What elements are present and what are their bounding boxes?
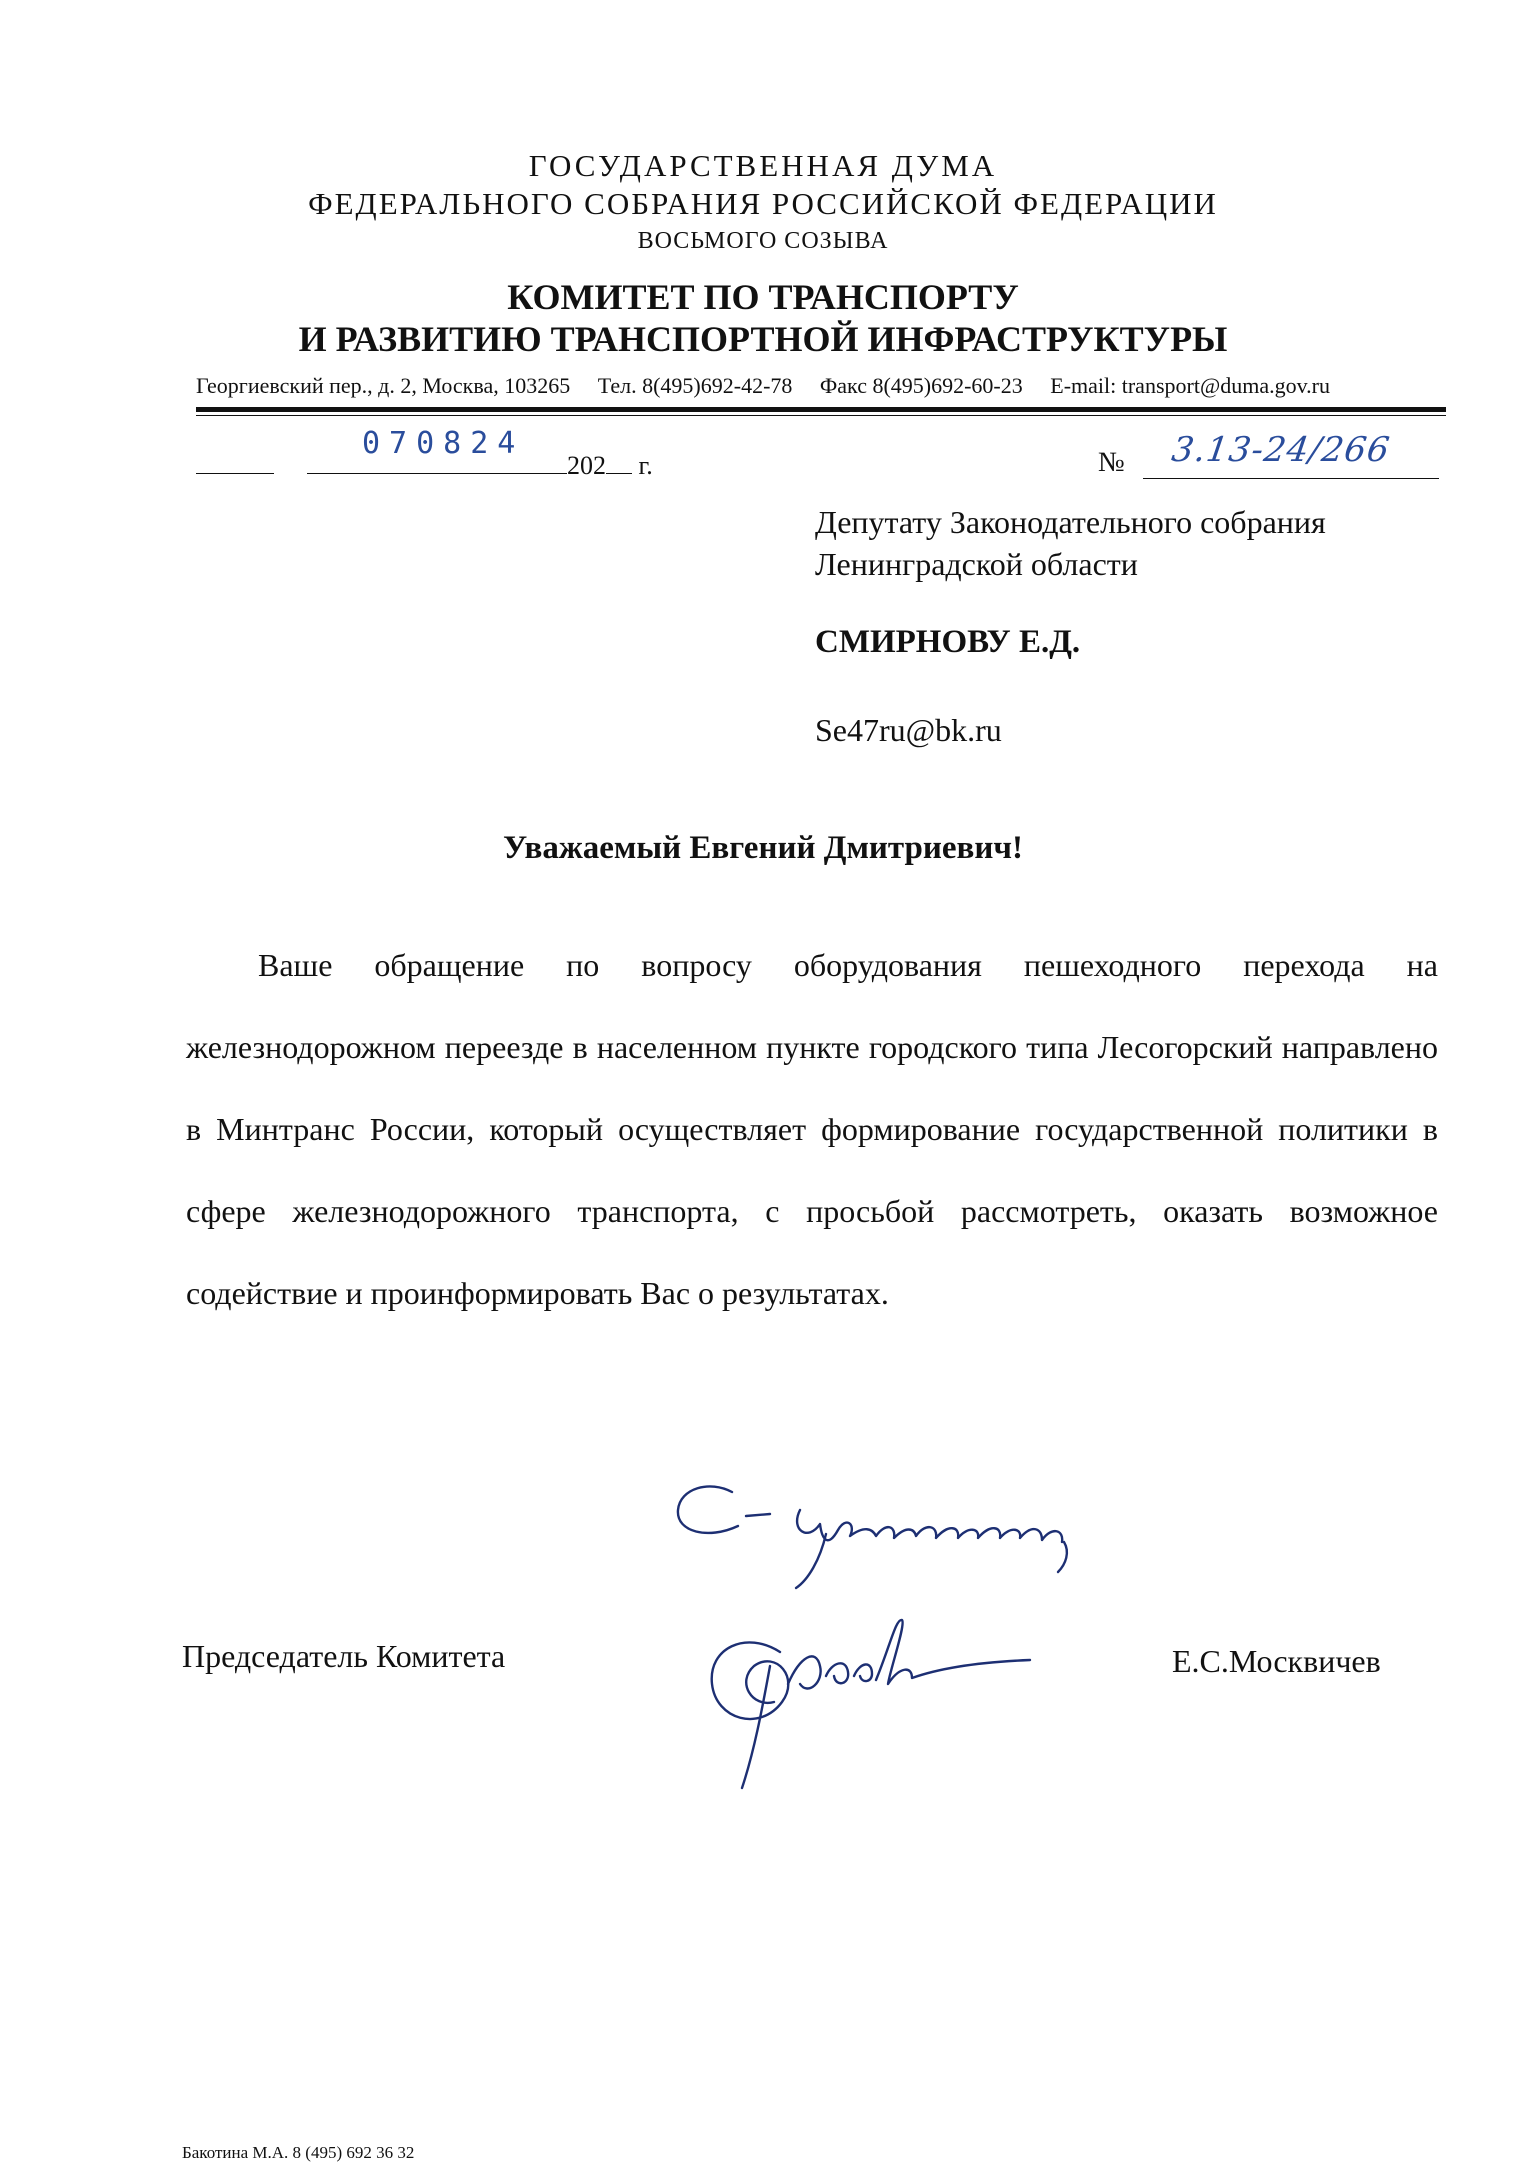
year-suffix: г. — [638, 451, 653, 480]
signature-note-text: С уважением, — [650, 1470, 656, 1471]
email-text: E-mail: transport@duma.gov.ru — [1050, 373, 1330, 398]
recipient-position-line1: Депутату Законодательного собрания — [815, 504, 1326, 540]
number-blank — [1143, 478, 1439, 479]
registration-number: 3.13-24/266 — [1169, 430, 1393, 470]
header-divider-thick — [196, 407, 1446, 412]
signer-title: Председатель Комитета — [182, 1638, 506, 1674]
address-text: Георгиевский пер., д. 2, Москва, 103265 — [196, 373, 571, 398]
year-text: 202 — [567, 451, 606, 480]
org-convocation: ВОСЬМОГО СОЗЫВА — [637, 228, 889, 254]
fax-text: Факс 8(495)692-60-23 — [819, 373, 1023, 398]
header-divider-thin — [196, 415, 1446, 416]
letter-body — [186, 924, 1438, 1334]
number-sign: № — [1098, 447, 1125, 478]
recipient-email: Se47ru@bk.ru — [815, 712, 1002, 748]
year-blank — [606, 447, 632, 474]
signer-name: Е.С.Москвичев — [1172, 1643, 1381, 1679]
org-name-line1: ГОСУДАРСТВЕННАЯ ДУМА — [528, 148, 998, 183]
contact-line — [196, 373, 1330, 399]
phone-text: Тел. 8(495)692-42-78 — [597, 373, 793, 398]
recipient-position-line2: Ленинградской области — [815, 546, 1138, 582]
org-name-line2: ФЕДЕРАЛЬНОГО СОБРАНИЯ РОССИЙСКОЙ ФЕДЕРАЦИИ — [308, 186, 1218, 221]
executor-contact: Бакотина М.А. 8 (495) 692 36 32 — [182, 2143, 415, 2162]
body-paragraph: Ваше обращение по вопросу оборудования пешеходного перехода на железнодорожном переезде в населенном пункте городского типа Лесогорский направлено в Минтранс России, который осуществляет формирование государственной политики в сфере железнодорожного транспорта, с просьбой рассмотреть, оказать возможное содействие и проинформировать Вас о результатах. — [186, 947, 1438, 1311]
date-stamp: 070824 — [362, 426, 525, 461]
day-blank — [196, 447, 274, 474]
greeting: Уважаемый Евгений Дмитриевич! — [503, 830, 1023, 866]
committee-name-line1: КОМИТЕТ ПО ТРАНСПОРТУ — [507, 277, 1019, 317]
committee-name-line2: И РАЗВИТИЮ ТРАНСПОРТНОЙ ИНФРАСТРУКТУРЫ — [298, 319, 1228, 359]
recipient-name: СМИРНОВУ Е.Д. — [815, 624, 1081, 660]
handwritten-signature — [650, 1470, 1210, 1800]
